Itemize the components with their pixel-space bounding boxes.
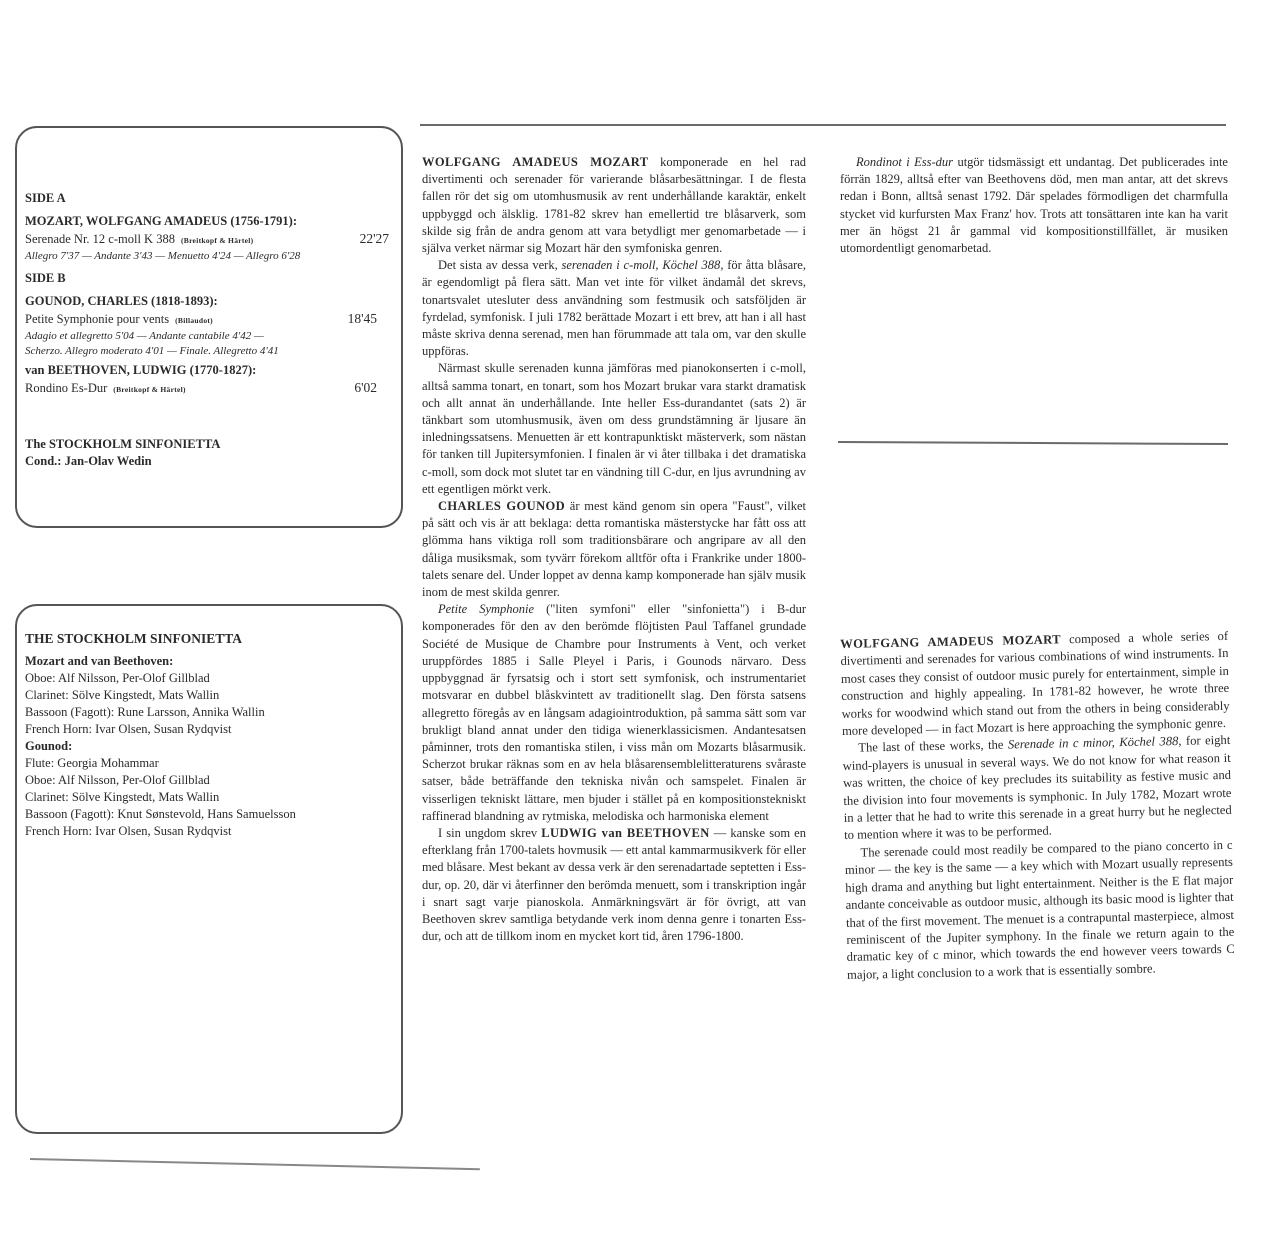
side-b-label: SIDE B [25,271,66,285]
gounod-duration: 18'45 [347,311,377,326]
paragraph [422,257,806,360]
paragraph-text: , för åtta blåsare, är egendomligt på flera sätt. Man vet inte för vilket ändamål det skrevs, tonartsvalet utesluter dess användning som festmusik och satsföljden är fyrdelad, symfonisk. I juli 1782 berättade Mozart i ett brev, att han i all hast måste skriva denna serenad, men han förummade att tala om, var den skulle uppföras. [422,258,806,359]
paragraph-text: ("liten symfoni" eller "sinfonietta") i B-dur komponerades för den av den berömde flöjtisten Paul Taffanel grundade Société de Musique de Chambre pour Instruments à Vent, och verket uruppfördes 1885 i Salle Pleyel i Paris, i Gounods närvaro. Dess uppbyggnad är fyrsatsig och i stort sett symfonisk, och instrumentariet motsvarar en dubbel blåskvintett av traditionellt slag. Den första satsens allegretto föregås av en långsam adagiointroduktion, på samma sätt som var brukligt bland annat under den tidiga wienerklassicismen. Andantesatsen påminner, trots den romantiska stilen, i viss mån om Mozarts blåsarmusik. Scherzot brukar räknas som en av hela blåsarensemblelitteraturens svåraste satser, både beträffande den tekniska nivån och samspelet. Finalen är visserligen tekniskt lättare, men bjuder i stället på en kompositionstekniskt raffinerad blandning av rytmiska, melodiska och harmoniska element [422,602,807,823]
composer-name: CHARLES GOUNOD [438,499,566,514]
work-title: Rondinot i Ess-dur [856,155,954,169]
paragraph [422,601,806,825]
composer-name: WOLFGANG AMADEUS MOZART [840,632,1062,651]
paragraph-text: Det sista av dessa verk, [438,258,562,273]
gounod-publisher: (Billaudot) [175,316,213,325]
swedish-notes-column-1 [422,154,806,945]
swedish-notes-column-2 [840,154,1228,257]
mozart-duration: 22'27 [359,231,389,246]
paragraph [422,154,806,257]
paragraph-text: I sin ungdom skrev [438,825,542,840]
paragraph-text: , for eight wind-players is unusual in several ways. We do not know for what reason it was written, the choice of key precludes its suitability as festive music and the division into four movements is symphonic. In July 1782, Mozart wrote in a letter that he had to write this serenade in a great hurry but he neglected to mention where it was to be performed. [842,733,1232,843]
player-line: Oboe: Alf Nilsson, Per-Olof Gillblad [25,773,210,787]
gounod-work-row [25,310,389,329]
beethoven-duration: 6'02 [354,380,377,395]
paragraph [422,825,806,945]
composer-name: LUDWIG van BEETHOVEN [541,825,710,840]
mozart-work-row [25,230,389,249]
mozart-work-title: Serenade Nr. 12 c-moll K 388 [25,232,175,246]
player-line: Clarinet: Sölve Kingstedt, Mats Wallin [25,790,220,804]
paragraph: The serenade could most readily be compared to the piano concerto in c minor — the key is the same — a key which with Mozart usually represents high drama and anything but light entertainment. Neither is the E flat major andante conceivable as outdoor music, although its basic mood is lighter that that of the first movement. The menuet is a contrapuntal masterpiece, almost reminiscent of the Jupiter symphony. In the finale we return again to the dramatic key of c minor, which towards the end however veers towards C major, a light conclusion to a work that is essentially sombre. [844,837,1235,982]
side-a-label: SIDE A [25,191,66,205]
english-notes-column [840,628,1235,984]
group1-heading: Mozart and van Beethoven: [25,654,174,668]
paragraph-text: The last of these works, the [858,737,1009,756]
players-title: THE STOCKHOLM SINFONIETTA [25,631,243,646]
beethoven-work-title: Rondino Es-Dur [25,381,108,395]
paragraph [842,732,1232,845]
conductor: Cond.: Jan-Olav Wedin [25,454,152,468]
work-title: Serenade in c minor, Köchel 388 [1007,734,1179,752]
players-box [15,604,403,1134]
mozart-movements: Allegro 7'37 — Andante 3'43 — Menuetto 4'24 — Allegro 6'28 [25,250,301,262]
mozart-heading: MOZART, WOLFGANG AMADEUS (1756-1791): [25,214,298,228]
tracklist-box [15,126,403,528]
paragraph [840,154,1228,257]
gounod-movements-2: Scherzo. Allegro moderato 4'01 — Finale. Allegretto 4'41 [25,345,279,357]
composer-name: WOLFGANG AMADEUS MOZART [422,155,649,169]
ensemble-name: The STOCKHOLM SINFONIETTA [25,437,221,451]
gounod-heading: GOUNOD, CHARLES (1818-1893): [25,294,218,308]
paragraph-text: är mest känd genom sin opera "Faust", vilket på sätt och vis är att beklaga: detta romantiska mästerstycke har fått oss att glömma hans viktiga roll som traditionsbärare och angripare av all den dåliga musiksmak, som tyvärr förekom alltför ofta i Frankrike under 1800-talets senare del. Under loppet av denna kamp komponerade han själv musik inom de mest skilda genrer. [422,499,806,600]
right-divider [838,441,1228,445]
mozart-publisher: (Breitkopf & Härtel) [180,236,254,245]
top-divider [420,124,1226,126]
player-line: Clarinet: Sölve Kingstedt, Mats Wallin [25,688,220,702]
paragraph-text: utgör tidsmässigt ett undantag. Det publicerades inte förrän 1829, alltså efter van Beethovens död, men man antar, att det skrevs redan i Bonn, alltså senast 1792. Där spelades förmodligen det charmfulla stycket vid kurfursten Max Franz' hov. Trots att tonsättaren inte kan ha varit mer än högst 21 år gammal vid kompositionstillfället, är musiken utomordentligt genomarbetad. [840,155,1228,256]
paragraph [422,498,806,601]
beethoven-work-row [25,379,389,398]
player-line: French Horn: Ivar Olsen, Susan Rydqvist [25,824,232,838]
gounod-work-title: Petite Symphonie pour vents [25,312,170,326]
player-line: Bassoon (Fagott): Knut Sønstevold, Hans Samuelsson [25,807,296,821]
bottom-divider [30,1158,480,1170]
gounod-movements-1: Adagio et allegretto 5'04 — Andante cantabile 4'42 — [25,330,264,342]
beethoven-heading: van BEETHOVEN, LUDWIG (1770-1827): [25,363,257,377]
paragraph: Närmast skulle serenaden kunna jämföras med pianokonserten i c-moll, alltså samma tonart, en tonart, som hos Mozart brukar vara starkt dramatisk och allt annat än underhållande. Inte heller Ess-durandantet (sats 2) är tänkbart som utomhusmusik, även om dess grundstämning är ljusare än inledningssatsens. Menuetten är ett kontrapunktiskt mästerverk, som nästan för tanken till Jupitersymfonien. I finalen är vi åter tillbaka i det dramatiska c-moll, som dock mot slutet tar en vändning till C-dur, en ljus avrundning av ett egentligen mörkt verk. [422,361,806,496]
beethoven-publisher: (Breitkopf & Härtel) [113,385,186,394]
player-line: Bassoon (Fagott): Rune Larsson, Annika Wallin [25,705,265,719]
player-line: French Horn: Ivar Olsen, Susan Rydqvist [25,722,232,736]
paragraph-text: composed a whole series of divertimenti and serenades for various combinations of wind instruments. In most cases they consist of outdoor music purely for entertainment, simple in construction and highly appealing. In 1781-82 however, he wrote three works for woodwind which stand out from the others in being considerably more developed — in fact Mozart is here approaching the symphonic genre. [840,628,1230,739]
player-line: Oboe: Alf Nilsson, Per-Olof Gillblad [25,671,210,685]
work-title: serenaden i c-moll, Köchel 388 [561,258,721,273]
work-title: Petite Symphonie [438,602,535,617]
paragraph-text: komponerade en hel rad divertimenti och serenader för varierande blåsarbesättningar. I de flesta fallen rör det sig om utomhusmusik av rent underhållande karaktär, enkelt uppbyggd och älsklig. 1781-82 skrev han emellertid tre blåsarverk, som skilde sig från de andra genom att vara betydligt mer genomarbetade — i själva verket närmar sig Mozart här den symfoniska genren. [422,155,806,256]
paragraph [840,628,1230,741]
paragraph-text: — kanske som en efterklang från 1700-talets hovmusik — ett antal kammarmusikverk för eller med blåsare. Mest bekant av dessa verk är den serenadartade septetten i Ess-dur, op. 20, där vi återfinner den berömda menuett, som i transkription ingår i snart sagt varje pianoskola. Anmärkningsvärt är för övrigt, att van Beethoven skrev samtliga betydande verk inom denna genre i tonarten Ess-dur, och att de tillkom inom en mycket kort tid, åren 1796-1800. [422,825,806,944]
player-line: Flute: Georgia Mohammar [25,756,159,770]
group2-heading: Gounod: [25,739,73,753]
